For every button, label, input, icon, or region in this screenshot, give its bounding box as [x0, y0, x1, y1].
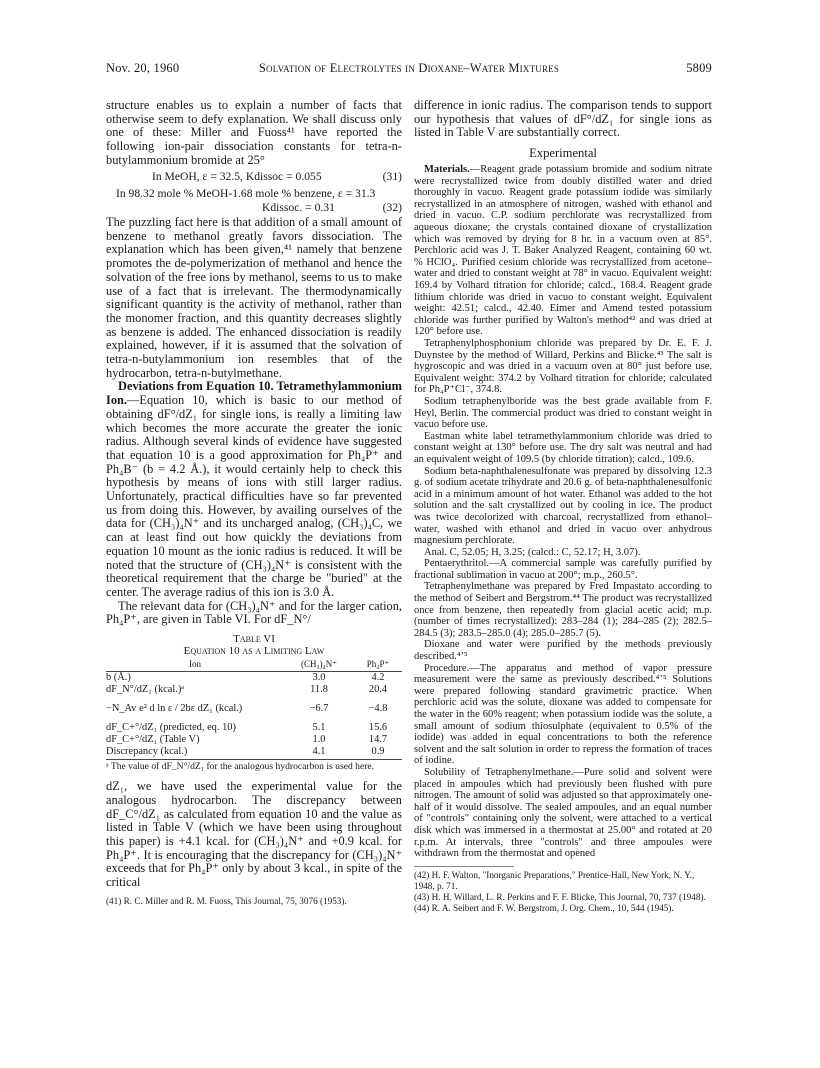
equation-text: Kdissoc. = 0.31 — [262, 200, 335, 214]
table-vi — [106, 633, 402, 772]
paragraph: Eastman white label tetramethylammonium chloride was dried to constant weight at 130° before use. The dry salt was neutral and had an equivalent weight of 109.5 (by chloride titration); calcd., 109.6. — [414, 430, 712, 465]
cell: 11.8 — [310, 684, 328, 696]
row-label: b (Å.) — [106, 672, 131, 684]
paragraph-text: —Equation 10, which is basic to our method of obtaining dF°/dZ₁ for single ions, is really a limiting law which becomes the more accurate the greater the ionic radius. Although several kinds of evidence have suggested that equation 10 is a good approximation for Ph₄P⁺ and Ph₄B⁻ (b = 4.2 Å.), it would certainly help to check this hypothesis by means of ions with still larger radius. Unfortunately, practical difficulties have so far prevented us from doing this. However, by availing ourselves of the data for (CH₃)₄N⁺ and its uncharged analog, (CH₃)₄C, we can at least find out how quickly the deviations from equation 10 mount as the ionic radius is reduced. It will be noted that the structure of (CH₃)₄N⁺ is consistent with the theoretical requirement that the charge be "buried" at the center. The average radius of this ion is 3.0 Å. — [106, 393, 402, 599]
row-label: dF_N°/dZ₁ (kcal.)ᵃ — [106, 684, 185, 696]
table-row — [106, 746, 402, 758]
paragraph: Anal. C, 52.05; H, 3.25; (calcd.: C, 52.17; H, 3.07). — [424, 546, 641, 558]
paragraph: Sodium tetraphenylboride was the best grade available from F. Heyl, Berlin. The commercial product was dried to constant weight in vacuo before use. — [414, 395, 712, 431]
equation-31 — [106, 168, 402, 186]
header-title: Solvation of Electrolytes in Dioxane–Water Mixtures — [258, 61, 560, 75]
row-label: dF_C+°/dZ₁ (predicted, eq. 10) — [106, 722, 236, 734]
row-label: dF_C+°/dZ₁ (Table V) — [106, 734, 200, 746]
cell: 14.7 — [368, 734, 388, 746]
cell: 3.0 — [312, 672, 326, 684]
paragraph: dZ₁, we have used the experimental value for the analogous hydrocarbon. The discrepancy between dF_C°/dZ₁ as calculated from equation 10 and the value as listed in Table V (which we have been using throughout this paper) is +4.1 kcal. for (CH₃)₄N⁺ and +0.9 kcal. for Ph₄P⁺. It is encouraging that the discrepancy for (CH₃)₄N⁺ exceeds that for Ph₄P⁺ only by about 3 kcal., in spite of the critical — [106, 779, 402, 890]
data-table — [106, 658, 402, 758]
paragraph: Sodium beta-naphthalenesulfonate was prepared by dissolving 12.3 g. of sodium acetate trihydrate and 20.6 g. of beta-naphthalenesulfonic acid in a minimum amount of hot water. Ethanol was added to the hot solution and the salt crystallized out by cooling in ice. The product was twice decolorized with charcoal, recrystallized from ethanol–water, washed with ethanol and dried in vacuo over anhydrous magnesium perchlorate. — [414, 465, 712, 547]
paragraph: Dioxane and water were purified by the methods previously described.⁴ʼ⁵ — [414, 639, 712, 663]
table-row — [106, 696, 402, 722]
paragraph: difference in ionic radius. The comparison tends to support our hypothesis that values of dF°/dZ₁ for single ions as listed in Table V are substantially correct. — [414, 99, 712, 140]
table-row — [106, 672, 402, 685]
equation-32 — [106, 185, 402, 216]
cell: 5.1 — [312, 722, 326, 734]
table-title: Table VI — [233, 633, 275, 646]
cell: −4.8 — [368, 703, 388, 715]
paragraph: structure enables us to explain a number of facts that otherwise seem to defy explanation. We shall discuss only one of these: Miller and Fuoss⁴¹ have reported the following ion-pair dissociation constants for tetra-n-butylammonium bromide at 25° — [106, 99, 402, 167]
page-number: 5809 — [686, 61, 712, 75]
cell: 1.0 — [312, 734, 326, 746]
paragraph: Tetraphenylphosphonium chloride was prepared by Dr. E. F. J. Duynstee by the method of Willard, Perkins and Blicke.⁴³ The salt is hygroscopic and was dried in a vacuum oven at 80° just before use. Equivalent weight: 374.2 by Volhard titration for chloride; calculated for Ph₄P⁺Cl⁻, 374.8. — [414, 338, 712, 396]
cell: 15.6 — [368, 722, 388, 734]
cell: 0.9 — [371, 746, 385, 758]
equation-text: In 98.32 mole % MeOH-1.68 mole % benzene, ε = 31.3 — [116, 187, 376, 201]
paragraph — [106, 380, 402, 599]
paragraph — [414, 164, 712, 338]
paragraph: Solubility of Tetraphenylmethane.—Pure solid and solvent were placed in ampoules which had previously been flushed with pure nitrogen. The amount of solid was adjusted so that approximately one-half of it would dissolve. The sealed ampoules, and an equal number of "controls" containing only the solvent, were attached to a vertical disk which was immersed in a thermostat at 25.00° and rotated at 20 r.p.m. At intervals, three "controls" and three ampoules were withdrawn from the thermostat and opened — [414, 766, 712, 860]
cell: −6.7 — [309, 703, 329, 715]
footnote-43: (43) H. H. Willard, L. R. Perkins and F. F. Blicke, This Journal, 70, 737 (1948). — [414, 891, 706, 902]
section-title: Experimental — [529, 146, 597, 161]
subsection-heading: Materials. — [424, 164, 470, 176]
section-heading: Deviations from Equation 10. Tetramethylammonium Ion. — [106, 379, 402, 408]
equation-text: In MeOH, ε = 32.5, Kdissoc = 0.055 — [152, 169, 322, 183]
running-header — [106, 61, 712, 79]
footnotes — [414, 866, 712, 914]
left-column — [106, 99, 402, 999]
row-label: Discrepancy (kcal.) — [106, 746, 188, 758]
paragraph: Tetraphenylmethane was prepared by Fred Impastato according to the method of Seibert and Bergstrom.⁴⁴ The product was recrystallized once from benzene, then repeatedly from glacial acetic acid; m.p. (number of times recrystallized): 283–284 (1); 284–285 (2); 282.5–284.5 (3); 283.5–285.0 (4); 285.0–285.7 (5). — [414, 581, 712, 639]
cell: 4.1 — [312, 746, 326, 758]
equation-number: (32) — [382, 200, 402, 214]
row-label: −N_Av e² d ln ε / 2bε dZ₁ (kcal.) — [106, 703, 243, 715]
equation-number: (31) — [382, 169, 402, 183]
paragraph: The relevant data for (CH₃)₄N⁺ and for the larger cation, Ph₄P⁺, are given in Table VI. For dF_N°/ — [106, 598, 402, 627]
paragraph: Procedure.—The apparatus and method of vapor pressure measurement were the same as previously described.⁴ʼ⁵ Solutions were prepared following standard gravimetric practice. When perchloric acid was the solute, dioxane was added to compensate for the water in the 60% reagent; when potassium iodide was the solute, a small amount of sodium thiosulphate (equivalent to 0.5% of the iodide) was added in equal concentrations to both the reference solvent and the salt solution in order to repress the formation of traces of iodine. — [414, 662, 712, 767]
table-row — [106, 684, 402, 696]
table-footnote: ᵃ The value of dF_N°/dZ₁ for the analogous hydrocarbon is used here. — [106, 761, 375, 773]
column-header: (CH₃)₄N⁺ — [284, 658, 354, 672]
footnote-44: (44) R. A. Seibert and F. W. Bergstrom, J. Org. Chem., 10, 544 (1945). — [414, 902, 674, 913]
table-row — [106, 722, 402, 734]
table-row — [106, 734, 402, 746]
paragraph: Pentaerythritol.—A commercial sample was carefully purified by fractional sublimation in vacuo at 200°; m.p., 260.5°. — [414, 558, 712, 581]
paragraph-text: —Reagent grade potassium bromide and sodium nitrate were recrystallized twice from doubly distilled water and dried thoroughly in vacuo. Reagent grade potassium iodide was similarly recrystallized in an atmosphere of nitrogen, washed with ethanol and dried in vacuo. C.P. sodium perchlorate was recrystallized from aqueous dioxane; the crystals contained dioxane of crystallization which was removed by drying for 8 hr. in a vacuum oven at 85°. Perchloric acid was J. T. Baker Analyzed Reagent, containing 60 wt. % HClO₄. Purified cesium chloride was recrystallized from acetone–water and dried to constant weight at 78° in vacuo. Equivalent weight: 169.4 by Volhard titration for chloride; calcd., 168.4. Reagent grade lithium chloride was dried in vacuo to constant weight. Equivalent weight: 42.51; calcd., 42.40. Eimer and Amend tested potassium chloride was further purified by Walton's method⁴² and was dried at 120° before use. — [414, 164, 712, 338]
cell: 20.4 — [368, 684, 388, 696]
header-date: Nov. 20, 1960 — [106, 61, 180, 75]
footnote-41: (41) R. C. Miller and R. M. Fuoss, This Journal, 75, 3076 (1953). — [106, 895, 347, 906]
right-column — [414, 99, 712, 999]
table-subtitle: Equation 10 as a Limiting Law — [183, 645, 325, 658]
footnote-42: (42) H. F. Walton, "Inorganic Preparations," Prentice-Hall, New York, N. Y., 1948, p. 71. — [414, 869, 695, 891]
column-header: Ion — [106, 658, 284, 672]
paragraph: The puzzling fact here is that addition of a small amount of benzene to methanol greatly favors dissociation. The explanation which has been given,⁴¹ namely that benzene promotes the de-polymerization of methanol and hence the solvation of the free ions by methanol, seems to us to make use of a fact that is irrelevant. The thermodynamically significant quantity is the activity of methanol, rather than the monomer fraction, and this quantity decreases slightly as benzene is added. The enhanced dissociation is readily explained, however, if it is assumed that the solvation of tetra-n-butylammonium ion resembles that of the hydrocarbon, tetra-n-butylmethane. — [106, 215, 402, 380]
column-header: Ph₄P⁺ — [354, 658, 402, 672]
cell: 4.2 — [371, 672, 385, 684]
